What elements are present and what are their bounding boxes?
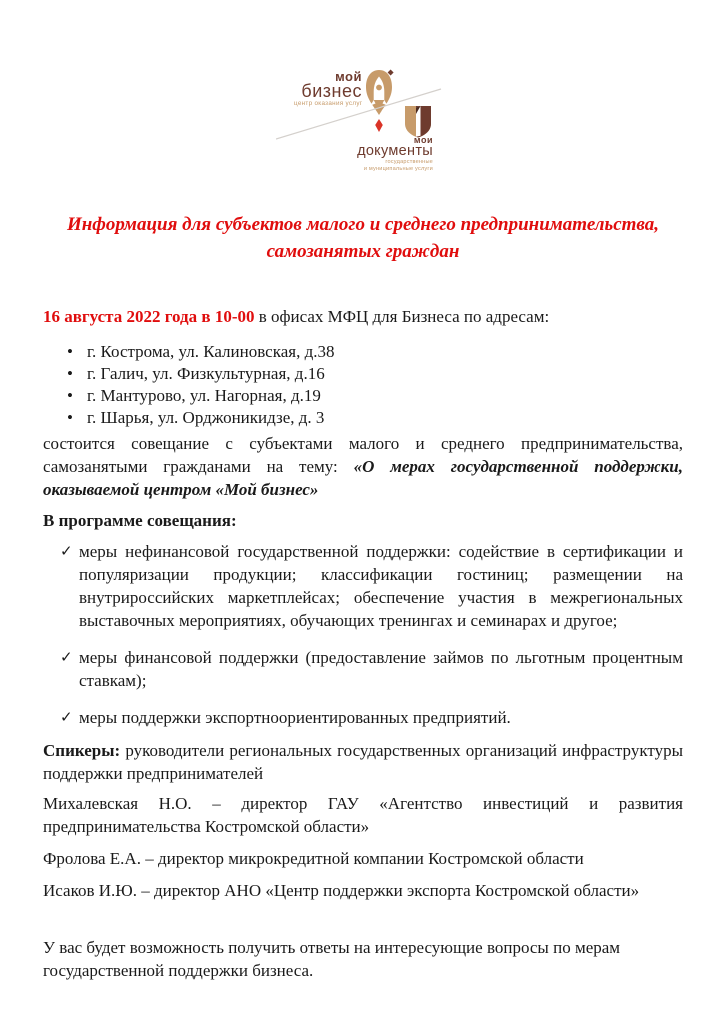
address-item xyxy=(43,363,683,385)
check-icon: ✓ xyxy=(60,542,73,560)
address-text: г. Мантурово, ул. Нагорная, д.19 xyxy=(87,386,321,405)
meeting-paragraph xyxy=(43,432,683,501)
my-documents-wordmark: документы xyxy=(357,143,433,159)
meeting-topic: «О мерах государственной поддержки, оказываемой центром «Мой бизнес» xyxy=(43,457,683,499)
speakers-paragraph xyxy=(43,739,683,785)
address-text: г. Галич, ул. Физкультурная, д.16 xyxy=(87,364,325,383)
my-documents-tagline-line2: и муниципальные услуги xyxy=(363,165,433,172)
address-text: г. Шарья, ул. Орджоникидзе, д. 3 xyxy=(87,408,325,427)
intro-paragraph xyxy=(43,305,683,328)
address-item xyxy=(43,385,683,407)
agenda-list xyxy=(43,540,683,729)
page-title-line1: Информация для субъектов малого и среднего предпринимательства, xyxy=(66,214,660,235)
my-documents-wordmark-top: мои xyxy=(413,135,433,145)
bullet-icon: • xyxy=(67,386,73,405)
agenda-item xyxy=(43,540,683,632)
agenda-item xyxy=(43,706,683,729)
speaker-entry: Михалевская Н.О. – директор ГАУ «Агентство инвестиций и развития предпринимательства Костромской области» xyxy=(43,794,683,836)
document-content xyxy=(43,0,683,999)
my-business-tagline: центр оказания услуг xyxy=(294,100,363,107)
speaker-entry: Исаков И.Ю. – директор АНО «Центр поддержки экспорта Костромской области» xyxy=(43,881,640,900)
bullet-icon: • xyxy=(67,364,73,383)
agenda-item xyxy=(43,646,683,692)
bullet-icon: • xyxy=(67,408,73,427)
speaker-entry: Фролова Е.А. – директор микрокредитной компании Костромской области xyxy=(43,849,584,868)
speakers-description: руководители региональных государственных организаций инфраструктуры поддержки предпринимателей xyxy=(43,741,683,783)
address-item xyxy=(43,407,683,429)
address-text: г. Кострома, ул. Калиновская, д.38 xyxy=(87,342,335,361)
agenda-item-text: меры финансовой поддержки (предоставление займов по льготным процентным ставкам); xyxy=(79,648,683,690)
address-list xyxy=(43,341,683,429)
speakers-label: Спикеры: xyxy=(43,741,121,760)
my-business-wordmark: бизнес xyxy=(301,81,362,101)
page-title xyxy=(43,211,683,265)
footer-note-line1: У вас будет возможность получить ответы на интересующие вопросы по мерам xyxy=(43,938,621,957)
event-datetime: 16 августа 2022 года в 10-00 xyxy=(43,307,255,326)
address-item xyxy=(43,341,683,363)
check-icon: ✓ xyxy=(60,648,73,666)
bullet-icon: • xyxy=(67,342,73,361)
agenda-heading: В программе совещания: xyxy=(43,511,237,530)
meeting-lead: состоится совещание с субъектами малого и среднего предпринимательства, самозанятыми гражданами на тему: xyxy=(43,434,683,476)
check-icon: ✓ xyxy=(60,708,73,726)
my-documents-tagline-line1: государственные xyxy=(385,159,433,165)
agenda-item-text: меры поддержки экспортноориентированных предприятий. xyxy=(79,708,511,727)
intro-text: в офисах МФЦ для Бизнеса по адресам: xyxy=(254,307,550,326)
agenda-item-text: меры нефинансовой государственной поддержки: содействие в сертификации и популяризации продукции; классификации гостиниц; размещении на внутрироссийских маркетплейсах; обеспечение участия в межрегиональных выставочных мероприятиях, обучающих тренингах и семинарах и другое; xyxy=(79,542,683,630)
page-title-line2: самозанятых граждан xyxy=(266,241,460,262)
footer-note-line2: государственной поддержки бизнеса. xyxy=(43,961,314,980)
my-business-wordmark-top: мой xyxy=(335,69,362,84)
